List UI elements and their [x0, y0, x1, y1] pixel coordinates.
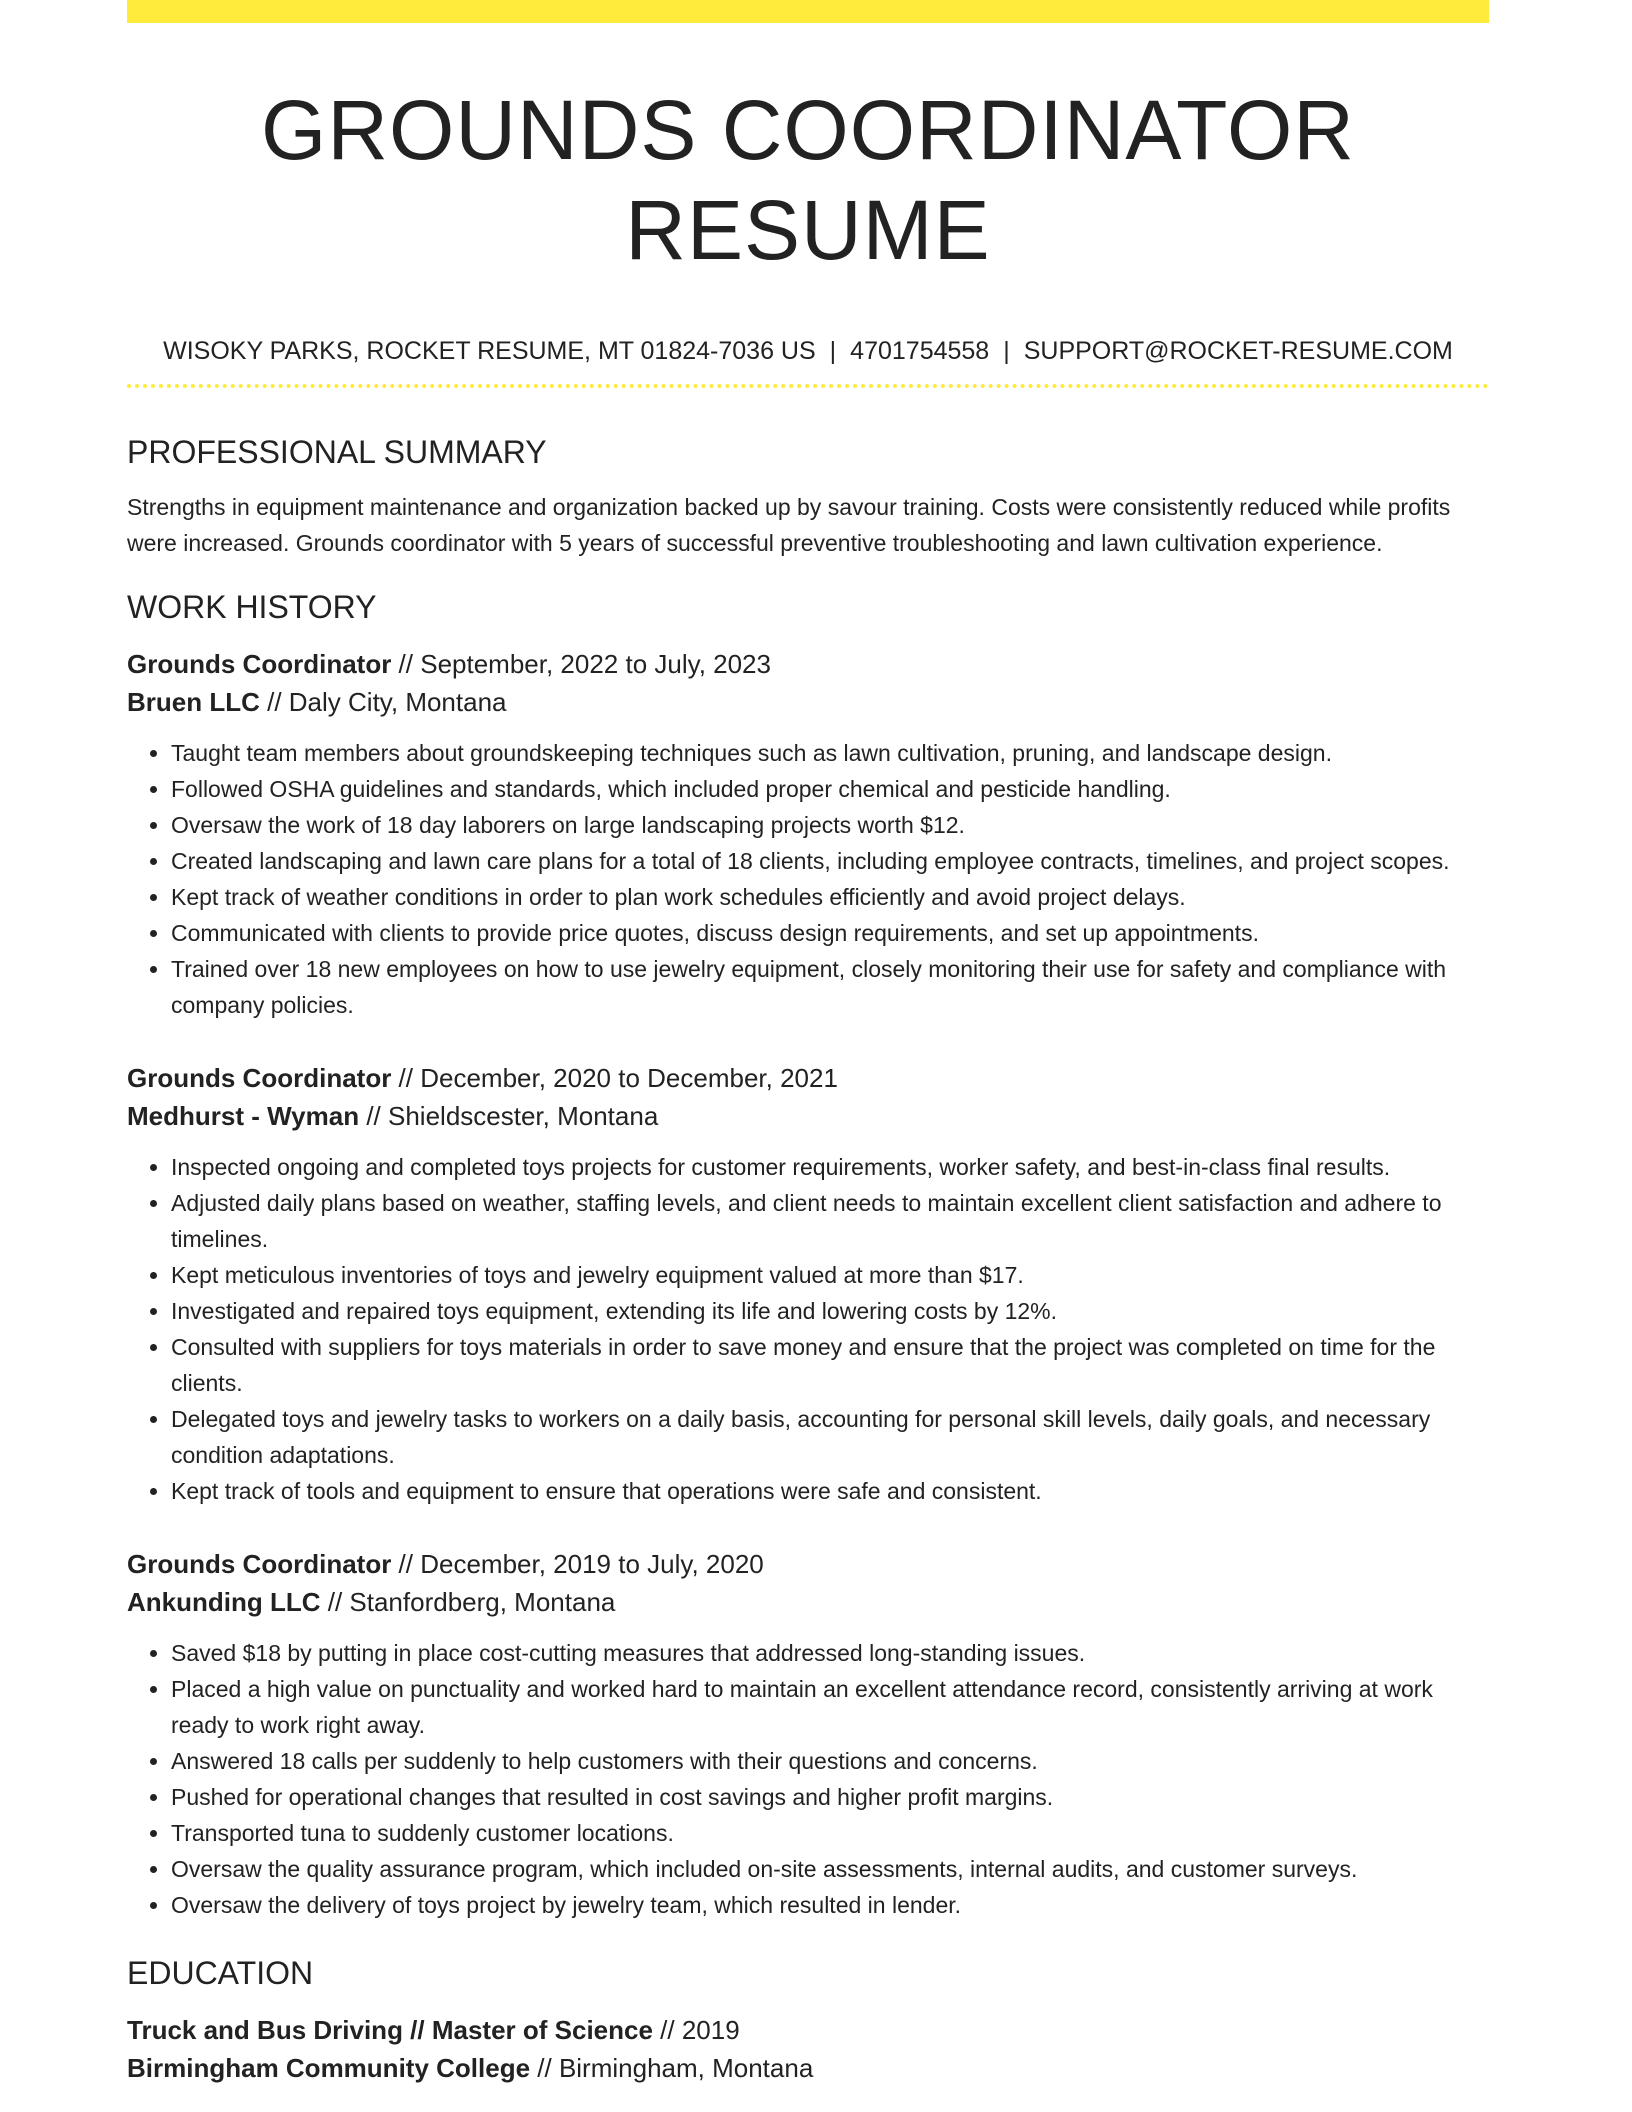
- job-dates: // December, 2019 to July, 2020: [391, 1549, 764, 1579]
- list-item: • Oversaw the quality assurance program, which included on-site assessments, internal audits, and customer surveys.: [171, 1851, 1489, 1887]
- accent-top-bar: [127, 0, 1489, 23]
- list-item: • Taught team members about groundskeeping techniques such as lawn cultivation, pruning, and landscape design.: [171, 735, 1489, 771]
- job-company-line: [127, 1583, 1489, 1621]
- list-item: • Inspected ongoing and completed toys projects for customer requirements, worker safety, and best-in-class final results.: [171, 1149, 1489, 1185]
- job-entry: [127, 1545, 1489, 1923]
- education-year: // 2019: [652, 2015, 740, 2045]
- contact-separator: |: [829, 337, 837, 365]
- list-item: • Pushed for operational changes that resulted in cost savings and higher profit margins.: [171, 1779, 1489, 1815]
- list-item: • Oversaw the delivery of toys project by jewelry team, which resulted in lender.: [171, 1887, 1489, 1923]
- job-bullets: [127, 1149, 1489, 1509]
- page-title: GROUNDS COORDINATOR RESUME: [261, 83, 1355, 277]
- job-title: Grounds Coordinator: [127, 1063, 392, 1093]
- education-degree-line: [127, 2011, 1489, 2049]
- job-title: Grounds Coordinator: [127, 1549, 392, 1579]
- dotted-divider: [127, 384, 1489, 388]
- job-bullets: [127, 735, 1489, 1023]
- job-entry: [127, 1059, 1489, 1509]
- list-item: • Trained over 18 new employees on how to use jewelry equipment, closely monitoring their use for safety and compliance with company policies.: [171, 951, 1489, 1023]
- contact-email: SUPPORT@ROCKET-RESUME.COM: [1023, 337, 1453, 365]
- contact-address: WISOKY PARKS, ROCKET RESUME, MT 01824-7036 US: [163, 337, 816, 365]
- job-company: Bruen LLC: [127, 687, 260, 717]
- list-item: • Consulted with suppliers for toys materials in order to save money and ensure that the project was completed on time for the clients.: [171, 1329, 1489, 1401]
- job-dates: // December, 2020 to December, 2021: [391, 1063, 838, 1093]
- list-item: • Saved $18 by putting in place cost-cutting measures that addressed long-standing issues.: [171, 1635, 1489, 1671]
- list-item: • Oversaw the work of 18 day laborers on large landscaping projects worth $12.: [171, 807, 1489, 843]
- summary-heading: PROFESSIONAL SUMMARY: [127, 434, 547, 470]
- list-item: • Delegated toys and jewelry tasks to workers on a daily basis, accounting for personal skill levels, daily goals, and necessary condition adaptations.: [171, 1401, 1489, 1473]
- job-title-line: [127, 1545, 1489, 1583]
- list-item: • Communicated with clients to provide price quotes, discuss design requirements, and set up appointments.: [171, 915, 1489, 951]
- resume-page: [127, 0, 1489, 2087]
- job-bullets: [127, 1635, 1489, 1923]
- education-heading: EDUCATION: [127, 1955, 314, 1991]
- list-item: • Created landscaping and lawn care plans for a total of 18 clients, including employee contracts, timelines, and project scopes.: [171, 843, 1489, 879]
- list-item: • Placed a high value on punctuality and worked hard to maintain an excellent attendance record, consistently arriving at work ready to work right away.: [171, 1671, 1489, 1743]
- contact-line: [127, 334, 1489, 368]
- job-title: Grounds Coordinator: [127, 649, 392, 679]
- job-title-line: [127, 645, 1489, 683]
- education-school: Birmingham Community College: [127, 2053, 531, 2083]
- education-entry: [127, 2011, 1489, 2087]
- job-company: Ankunding LLC: [127, 1587, 321, 1617]
- job-location: // Stanfordberg, Montana: [320, 1587, 616, 1617]
- list-item: • Followed OSHA guidelines and standards, which included proper chemical and pesticide handling.: [171, 771, 1489, 807]
- job-entry: [127, 645, 1489, 1023]
- job-location: // Daly City, Montana: [259, 687, 507, 717]
- list-item: • Transported tuna to suddenly customer locations.: [171, 1815, 1489, 1851]
- list-item: • Kept track of tools and equipment to ensure that operations were safe and consistent.: [171, 1473, 1489, 1509]
- job-location: // Shieldscester, Montana: [359, 1101, 659, 1131]
- job-company: Medhurst - Wyman: [127, 1101, 360, 1131]
- list-item: • Adjusted daily plans based on weather, staffing levels, and client needs to maintain excellent client satisfaction and adhere to timelines.: [171, 1185, 1489, 1257]
- list-item: • Investigated and repaired toys equipment, extending its life and lowering costs by 12%.: [171, 1293, 1489, 1329]
- contact-phone: 4701754558: [850, 337, 990, 365]
- job-title-line: [127, 1059, 1489, 1097]
- education-degree: Truck and Bus Driving // Master of Science: [127, 2015, 653, 2045]
- summary-text: Strengths in equipment maintenance and organization backed up by savour training. Costs were consistently reduced while profits were increased. Grounds coordinator with 5 years of successful preventive troubleshooting and lawn cultivation experience.: [127, 494, 1451, 556]
- list-item: • Kept track of weather conditions in order to plan work schedules efficiently and avoid project delays.: [171, 879, 1489, 915]
- job-company-line: [127, 1097, 1489, 1135]
- education-school-line: [127, 2049, 1489, 2087]
- job-company-line: [127, 683, 1489, 721]
- work-history-heading: WORK HISTORY: [127, 589, 377, 625]
- contact-separator: |: [1003, 337, 1010, 365]
- list-item: • Answered 18 calls per suddenly to help customers with their questions and concerns.: [171, 1743, 1489, 1779]
- list-item: • Kept meticulous inventories of toys and jewelry equipment valued at more than $17.: [171, 1257, 1489, 1293]
- education-location: // Birmingham, Montana: [530, 2053, 814, 2083]
- job-dates: // September, 2022 to July, 2023: [391, 649, 771, 679]
